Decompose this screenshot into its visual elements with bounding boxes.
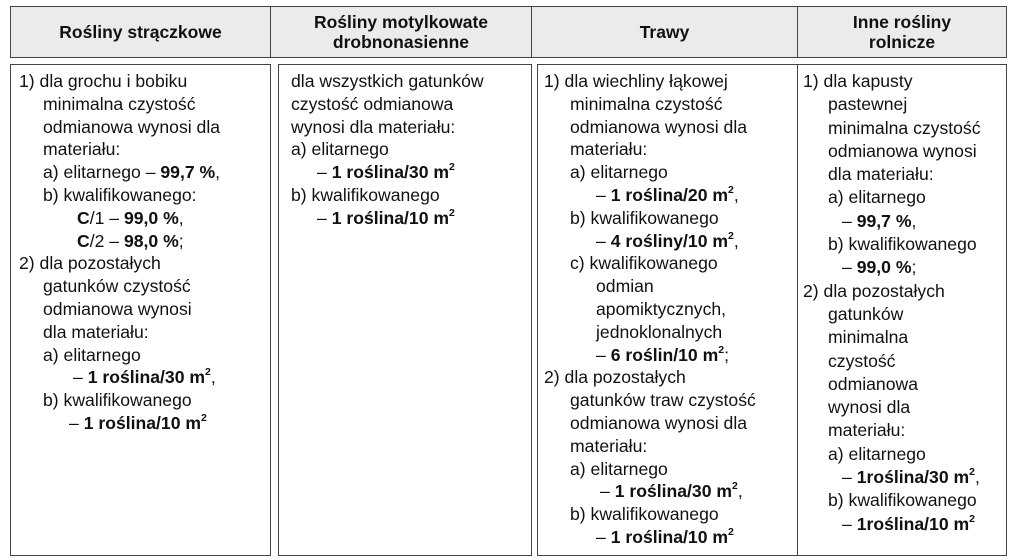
header-line: Inne rośliny [852, 12, 952, 32]
text-line [11, 366, 270, 389]
text-line [798, 210, 1006, 233]
text-run: b) kwalifikowanego: [43, 184, 197, 205]
text-line [538, 138, 797, 161]
text-line [798, 443, 1006, 466]
text-run: – [596, 526, 611, 547]
text-line [538, 252, 797, 275]
text-run: odmianowa wynosi dla [43, 116, 221, 137]
text-run: – [596, 184, 611, 205]
header-line: Trawy [639, 22, 690, 42]
text-line [798, 350, 1006, 373]
text-line [798, 489, 1006, 512]
header-inne-rosliny-rolnicze [797, 6, 1007, 58]
text-line [11, 161, 270, 184]
text-line [798, 163, 1006, 186]
header-line: Rośliny strączkowe [59, 22, 222, 42]
text-run-bold: 2 [728, 184, 734, 197]
text-run: b) kwalifikowanego [570, 504, 719, 525]
text-run: 1) dla wiechliny łąkowej [544, 71, 728, 91]
superscript [449, 161, 455, 173]
text-run-bold: 2 [728, 526, 734, 539]
text-line [11, 298, 270, 321]
text-line [538, 366, 797, 389]
text-run: odmian [596, 276, 654, 297]
text-line [11, 275, 270, 298]
text-run: , [733, 184, 739, 205]
text-run: ; [178, 230, 184, 251]
text-run-bold: 1roślina/10 m [856, 513, 970, 534]
cell-rosliny-motylkowate [278, 64, 532, 556]
text-line [798, 280, 1006, 303]
text-run: gatunków czystość [43, 276, 191, 297]
text-line [279, 70, 531, 93]
text-run: , [911, 210, 917, 231]
text-run: apomiktycznych, [596, 298, 727, 319]
text-run: minimalna czystość [828, 117, 981, 138]
text-run: ; [724, 344, 729, 365]
text-run: minimalna czystość [43, 93, 196, 114]
text-run-bold: 2 [969, 512, 975, 525]
text-run: a) elitarnego [828, 187, 926, 208]
text-run: dla wszystkich gatunków [291, 71, 484, 91]
header-line: Rośliny motylkowate [313, 12, 489, 32]
text-run: b) kwalifikowanego [43, 390, 192, 411]
header-rosliny-straczkowe [10, 6, 271, 58]
text-line [538, 275, 797, 298]
text-run: odmianowa wynosi dla [570, 412, 748, 433]
superscript [728, 526, 734, 538]
text-run: – [317, 207, 332, 228]
text-run: – [596, 230, 611, 251]
text-run: 2) dla pozostałych [19, 253, 161, 274]
text-line [798, 419, 1006, 442]
text-run: minimalna czystość [570, 93, 723, 114]
text-run: – [73, 367, 88, 388]
text-run: – [600, 481, 615, 502]
text-line [538, 412, 797, 435]
text-run: /2 – [89, 230, 124, 251]
text-run-bold: 1 roślina/10 m [331, 207, 450, 228]
text-line [798, 326, 1006, 349]
text-line [279, 207, 531, 230]
text-line [798, 233, 1006, 256]
text-run: , [975, 467, 980, 488]
text-run: , [215, 162, 221, 183]
text-run-bold: 2 [718, 343, 725, 356]
text-run-bold: 99,7 % [856, 210, 912, 231]
text-line [279, 184, 531, 207]
text-line [538, 93, 797, 116]
text-run-bold: 1 roślina/30 m [331, 162, 450, 183]
text-run-bold: 2 [732, 480, 738, 493]
text-line [11, 412, 270, 435]
text-run: b) kwalifikowanego [828, 490, 977, 511]
text-run-bold: C [77, 230, 90, 251]
text-line [538, 389, 797, 412]
text-line [538, 458, 797, 481]
cell-trawy [537, 64, 798, 556]
superscript [201, 412, 207, 424]
text-run: 2) dla pozostałych [803, 280, 945, 301]
text-run: – [842, 257, 857, 278]
text-run: a) elitarnego [570, 458, 668, 479]
cell-inne-rosliny-rolnicze [797, 64, 1007, 556]
text-run-bold: 2 [205, 366, 211, 379]
text-run-bold: 2 [201, 412, 207, 425]
text-run-bold: C [77, 207, 90, 228]
text-line [798, 186, 1006, 209]
text-line [538, 116, 797, 139]
text-line [11, 184, 270, 207]
superscript [969, 513, 975, 525]
text-line [11, 93, 270, 116]
text-run-bold: 2 [449, 206, 455, 219]
text-line [798, 373, 1006, 396]
text-run: a) elitarnego [291, 139, 389, 160]
text-line [11, 70, 270, 93]
text-run: dla materiału: [43, 321, 149, 342]
text-run: odmianowa wynosi [828, 140, 977, 161]
text-run: minimalna [828, 327, 909, 348]
text-run-bold: 2 [449, 161, 455, 174]
text-line [538, 70, 797, 93]
text-line [798, 256, 1006, 279]
text-run: materiału: [570, 139, 648, 160]
text-run: a) elitarnego [570, 162, 668, 183]
header-rosliny-motylkowate [270, 6, 532, 58]
text-run: c) kwalifikowanego [570, 253, 718, 274]
text-run: – [69, 412, 84, 433]
text-run: materiału: [43, 139, 121, 160]
text-run: b) kwalifikowanego [828, 234, 977, 255]
text-line [538, 526, 797, 549]
text-run-bold: 1 roślina/10 m [83, 412, 202, 433]
text-line [11, 207, 270, 230]
text-run: jednoklonalnych [596, 321, 723, 342]
text-line [798, 117, 1006, 140]
text-run: – [842, 513, 857, 534]
text-run-bold: 2 [728, 229, 734, 242]
text-run-bold: 98,0 % [123, 230, 179, 251]
text-run-bold: 99,0 % [856, 257, 912, 278]
text-line [798, 93, 1006, 116]
text-line [279, 161, 531, 184]
text-line [798, 396, 1006, 419]
text-run: odmianowa [828, 373, 918, 394]
text-run: 1) dla grochu i bobiku [19, 71, 188, 91]
text-line [279, 116, 531, 139]
text-run-bold: 99,7 % [160, 162, 216, 183]
text-run-bold: 4 rośliny/10 m [610, 230, 729, 251]
text-run: a) elitarnego – [43, 162, 161, 183]
text-line [538, 207, 797, 230]
header-trawy [531, 6, 798, 58]
text-line [538, 161, 797, 184]
text-run-bold: 99,0 % [123, 207, 179, 228]
text-line [11, 230, 270, 253]
text-line [538, 503, 797, 526]
text-run-bold: 6 roślin/10 m [610, 344, 719, 365]
text-line [538, 435, 797, 458]
header-line: drobnonasienne [332, 32, 470, 52]
text-line [798, 70, 1006, 93]
text-line [11, 116, 270, 139]
text-line [798, 303, 1006, 326]
text-line [11, 389, 270, 412]
text-line [798, 140, 1006, 163]
text-line [798, 513, 1006, 536]
text-run: czystość [828, 350, 896, 371]
text-line [11, 321, 270, 344]
text-run-bold: 1 roślina/10 m [610, 526, 729, 547]
text-line [11, 138, 270, 161]
text-run-bold: 1 roślina/30 m [87, 367, 206, 388]
text-line [538, 344, 797, 367]
text-run-bold: 1 roślina/30 m [614, 481, 733, 502]
text-line [11, 344, 270, 367]
cell-rosliny-straczkowe [10, 64, 271, 556]
text-run: /1 – [89, 207, 124, 228]
text-run: , [737, 481, 743, 502]
text-run: odmianowa wynosi [43, 298, 192, 319]
text-run: gatunków traw czystość [570, 390, 756, 411]
text-run-bold: 2 [969, 466, 975, 479]
text-run: gatunków [828, 303, 904, 324]
text-run-bold: 1 roślina/20 m [610, 184, 729, 205]
text-run: odmianowa wynosi dla [570, 116, 748, 137]
text-run: b) kwalifikowanego [291, 184, 440, 205]
text-run: – [317, 162, 332, 183]
text-run: – [842, 210, 857, 231]
text-run: materiału: [570, 435, 648, 456]
text-run: pastewnej [828, 94, 908, 115]
text-run: , [733, 230, 739, 251]
text-line [538, 321, 797, 344]
text-line [538, 184, 797, 207]
text-run: wynosi dla materiału: [291, 116, 456, 137]
text-run: – [596, 344, 611, 365]
text-run: b) kwalifikowanego [570, 207, 719, 228]
text-line [538, 480, 797, 503]
header-line: rolnicze [868, 32, 936, 52]
text-run-bold: 1roślina/30 m [856, 467, 970, 488]
text-line [279, 93, 531, 116]
text-run: czystość odmianowa [291, 93, 454, 114]
text-run: 1) dla kapusty [803, 71, 913, 91]
text-run: – [842, 467, 857, 488]
text-run: 2) dla pozostałych [544, 367, 686, 388]
text-line [279, 138, 531, 161]
text-run: wynosi dla [828, 397, 911, 418]
text-line [538, 298, 797, 321]
text-line [11, 252, 270, 275]
text-line [538, 230, 797, 253]
text-run: a) elitarnego [43, 344, 141, 365]
text-run: a) elitarnego [828, 443, 926, 464]
text-run: ; [911, 257, 917, 278]
text-run: dla materiału: [828, 164, 934, 185]
text-run: materiału: [828, 420, 906, 441]
superscript [449, 207, 455, 219]
text-run: , [178, 207, 184, 228]
text-run: , [210, 367, 216, 388]
text-line [798, 466, 1006, 489]
